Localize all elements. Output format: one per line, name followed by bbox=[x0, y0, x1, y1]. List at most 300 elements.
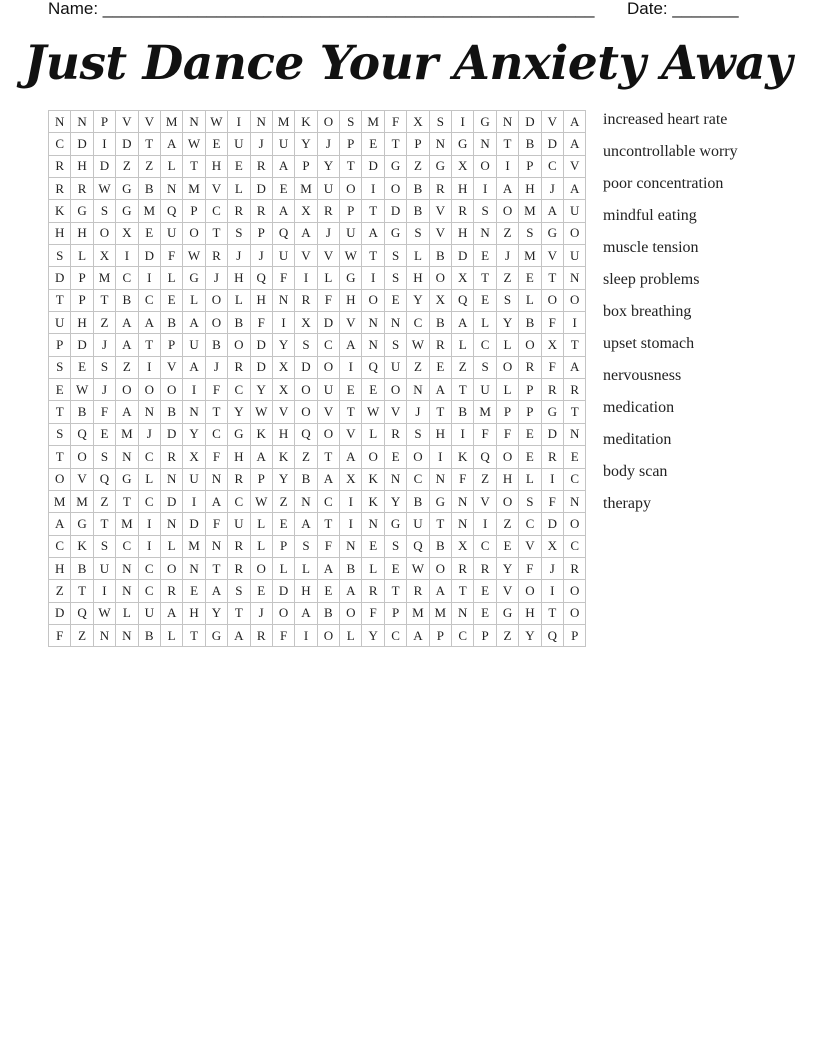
grid-cell: E bbox=[362, 379, 384, 401]
grid-cell: T bbox=[206, 401, 228, 423]
grid-cell: L bbox=[251, 536, 273, 558]
grid-cell: G bbox=[474, 111, 496, 133]
grid-cell: C bbox=[564, 536, 586, 558]
grid-cell: D bbox=[71, 334, 93, 356]
grid-cell: L bbox=[71, 245, 93, 267]
word-list-item: mindful eating bbox=[603, 207, 697, 224]
grid-cell: S bbox=[94, 446, 116, 468]
grid-cell: T bbox=[474, 267, 496, 289]
grid-cell: N bbox=[251, 111, 273, 133]
grid-cell: L bbox=[139, 469, 161, 491]
grid-cell: N bbox=[564, 267, 586, 289]
grid-cell: N bbox=[430, 133, 452, 155]
grid-cell: T bbox=[94, 513, 116, 535]
grid-cell: T bbox=[452, 580, 474, 602]
grid-cell: A bbox=[139, 312, 161, 334]
grid-cell: Q bbox=[407, 536, 429, 558]
grid-cell: J bbox=[318, 223, 340, 245]
grid-cell: D bbox=[251, 357, 273, 379]
grid-cell: J bbox=[94, 379, 116, 401]
grid-cell: A bbox=[564, 178, 586, 200]
grid-cell: M bbox=[519, 200, 541, 222]
grid-cell: A bbox=[564, 357, 586, 379]
grid-cell: U bbox=[340, 223, 362, 245]
grid-cell: F bbox=[206, 513, 228, 535]
grid-cell: G bbox=[228, 424, 250, 446]
grid-cell: L bbox=[183, 290, 205, 312]
grid-cell: T bbox=[206, 558, 228, 580]
grid-cell: V bbox=[497, 580, 519, 602]
grid-cell: I bbox=[228, 111, 250, 133]
grid-cell: F bbox=[318, 290, 340, 312]
grid-cell: D bbox=[362, 156, 384, 178]
grid-cell: V bbox=[430, 200, 452, 222]
grid-cell: C bbox=[228, 491, 250, 513]
grid-cell: M bbox=[183, 536, 205, 558]
grid-cell: V bbox=[318, 245, 340, 267]
grid-cell: N bbox=[385, 469, 407, 491]
grid-cell: W bbox=[362, 401, 384, 423]
grid-cell: T bbox=[116, 491, 138, 513]
grid-cell: J bbox=[251, 245, 273, 267]
grid-cell: D bbox=[161, 491, 183, 513]
grid-cell: U bbox=[273, 133, 295, 155]
grid-cell: V bbox=[340, 312, 362, 334]
grid-cell: E bbox=[94, 424, 116, 446]
grid-cell: X bbox=[295, 312, 317, 334]
grid-cell: G bbox=[206, 625, 228, 647]
grid-cell: L bbox=[273, 558, 295, 580]
grid-cell: H bbox=[497, 469, 519, 491]
grid-cell: R bbox=[407, 580, 429, 602]
grid-cell: J bbox=[407, 401, 429, 423]
grid-cell: H bbox=[340, 290, 362, 312]
grid-cell: K bbox=[452, 446, 474, 468]
grid-cell: T bbox=[564, 334, 586, 356]
grid-cell: E bbox=[139, 223, 161, 245]
grid-cell: R bbox=[430, 178, 452, 200]
grid-cell: H bbox=[251, 290, 273, 312]
grid-cell: V bbox=[161, 357, 183, 379]
grid-cell: Z bbox=[497, 267, 519, 289]
word-list-item: poor concentration bbox=[603, 175, 724, 192]
grid-cell: N bbox=[564, 491, 586, 513]
grid-cell: M bbox=[430, 603, 452, 625]
grid-cell: A bbox=[318, 558, 340, 580]
grid-cell: Z bbox=[407, 357, 429, 379]
grid-cell: Z bbox=[273, 491, 295, 513]
grid-cell: U bbox=[318, 379, 340, 401]
grid-cell: A bbox=[161, 603, 183, 625]
grid-cell: S bbox=[94, 200, 116, 222]
grid-cell: L bbox=[161, 625, 183, 647]
grid-cell: E bbox=[474, 580, 496, 602]
grid-cell: U bbox=[139, 603, 161, 625]
grid-cell: O bbox=[430, 558, 452, 580]
grid-cell: C bbox=[407, 312, 429, 334]
grid-cell: O bbox=[251, 558, 273, 580]
grid-cell: U bbox=[273, 245, 295, 267]
grid-cell: D bbox=[251, 334, 273, 356]
grid-cell: X bbox=[340, 469, 362, 491]
grid-cell: Z bbox=[116, 156, 138, 178]
word-list-item: sleep problems bbox=[603, 271, 700, 288]
grid-cell: E bbox=[564, 446, 586, 468]
grid-cell: N bbox=[474, 133, 496, 155]
grid-cell: I bbox=[362, 178, 384, 200]
grid-cell: C bbox=[407, 469, 429, 491]
grid-cell: B bbox=[161, 401, 183, 423]
grid-cell: R bbox=[251, 156, 273, 178]
grid-cell: S bbox=[474, 200, 496, 222]
grid-cell: C bbox=[519, 513, 541, 535]
grid-cell: X bbox=[273, 357, 295, 379]
grid-cell: J bbox=[206, 357, 228, 379]
grid-cell: B bbox=[340, 558, 362, 580]
grid-cell: Z bbox=[49, 580, 71, 602]
grid-cell: O bbox=[318, 625, 340, 647]
grid-cell: T bbox=[139, 334, 161, 356]
grid-cell: E bbox=[385, 446, 407, 468]
name-field-label: Name: ____________________________________________________ bbox=[48, 0, 595, 18]
grid-cell: H bbox=[71, 223, 93, 245]
grid-cell: R bbox=[228, 357, 250, 379]
grid-cell: E bbox=[161, 290, 183, 312]
grid-cell: C bbox=[139, 290, 161, 312]
grid-cell: S bbox=[49, 245, 71, 267]
grid-cell: C bbox=[49, 133, 71, 155]
grid-cell: I bbox=[94, 133, 116, 155]
grid-cell: Z bbox=[116, 357, 138, 379]
grid-cell: R bbox=[564, 379, 586, 401]
grid-cell: I bbox=[340, 357, 362, 379]
grid-cell: M bbox=[295, 178, 317, 200]
grid-cell: N bbox=[183, 401, 205, 423]
grid-cell: Y bbox=[497, 558, 519, 580]
grid-cell: V bbox=[564, 156, 586, 178]
grid-cell: F bbox=[49, 625, 71, 647]
grid-cell: I bbox=[116, 245, 138, 267]
grid-cell: C bbox=[318, 334, 340, 356]
grid-cell: E bbox=[183, 580, 205, 602]
grid-cell: U bbox=[564, 200, 586, 222]
grid-cell: E bbox=[362, 536, 384, 558]
grid-cell: C bbox=[49, 536, 71, 558]
grid-cell: E bbox=[497, 536, 519, 558]
grid-cell: Y bbox=[407, 290, 429, 312]
grid-cell: R bbox=[430, 334, 452, 356]
grid-cell: H bbox=[49, 558, 71, 580]
grid-cell: A bbox=[206, 491, 228, 513]
grid-cell: V bbox=[542, 111, 564, 133]
grid-cell: H bbox=[228, 446, 250, 468]
grid-cell: O bbox=[318, 111, 340, 133]
grid-cell: R bbox=[228, 558, 250, 580]
grid-cell: B bbox=[71, 558, 93, 580]
grid-cell: D bbox=[183, 513, 205, 535]
grid-cell: D bbox=[94, 156, 116, 178]
grid-cell: F bbox=[452, 469, 474, 491]
grid-cell: W bbox=[407, 558, 429, 580]
grid-cell: J bbox=[139, 424, 161, 446]
grid-cell: Q bbox=[71, 603, 93, 625]
grid-cell: N bbox=[116, 625, 138, 647]
word-list-item: uncontrollable worry bbox=[603, 143, 738, 160]
grid-cell: R bbox=[161, 580, 183, 602]
grid-cell: M bbox=[139, 200, 161, 222]
grid-cell: F bbox=[251, 312, 273, 334]
grid-cell: W bbox=[340, 245, 362, 267]
grid-cell: N bbox=[452, 513, 474, 535]
grid-cell: W bbox=[94, 603, 116, 625]
grid-cell: R bbox=[542, 446, 564, 468]
grid-cell: C bbox=[139, 558, 161, 580]
grid-cell: M bbox=[116, 513, 138, 535]
grid-cell: I bbox=[430, 446, 452, 468]
grid-cell: Q bbox=[474, 446, 496, 468]
grid-cell: Q bbox=[542, 625, 564, 647]
grid-cell: N bbox=[452, 491, 474, 513]
grid-cell: F bbox=[385, 111, 407, 133]
grid-cell: Q bbox=[71, 424, 93, 446]
grid-cell: Y bbox=[295, 133, 317, 155]
grid-cell: A bbox=[295, 603, 317, 625]
grid-cell: X bbox=[542, 536, 564, 558]
grid-cell: F bbox=[161, 245, 183, 267]
grid-cell: X bbox=[407, 111, 429, 133]
grid-cell: F bbox=[318, 536, 340, 558]
grid-cell: P bbox=[385, 603, 407, 625]
grid-cell: T bbox=[318, 446, 340, 468]
grid-cell: A bbox=[340, 580, 362, 602]
grid-cell: N bbox=[116, 558, 138, 580]
grid-cell: O bbox=[295, 379, 317, 401]
grid-cell: I bbox=[497, 156, 519, 178]
grid-cell: E bbox=[474, 603, 496, 625]
grid-cell: C bbox=[206, 424, 228, 446]
grid-cell: O bbox=[564, 603, 586, 625]
grid-cell: A bbox=[542, 200, 564, 222]
grid-cell: O bbox=[519, 334, 541, 356]
grid-cell: V bbox=[474, 491, 496, 513]
word-list-item: nervousness bbox=[603, 367, 682, 384]
grid-cell: G bbox=[183, 267, 205, 289]
grid-cell: Y bbox=[318, 156, 340, 178]
grid-cell: Z bbox=[71, 625, 93, 647]
grid-cell: K bbox=[362, 469, 384, 491]
grid-cell: A bbox=[295, 513, 317, 535]
grid-cell: R bbox=[228, 536, 250, 558]
grid-cell: K bbox=[251, 424, 273, 446]
grid-cell: N bbox=[161, 513, 183, 535]
grid-cell: D bbox=[519, 111, 541, 133]
grid-cell: G bbox=[71, 513, 93, 535]
grid-cell: S bbox=[385, 334, 407, 356]
grid-cell: N bbox=[161, 178, 183, 200]
grid-cell: C bbox=[116, 267, 138, 289]
grid-cell: T bbox=[430, 513, 452, 535]
grid-cell: X bbox=[183, 446, 205, 468]
grid-cell: V bbox=[71, 469, 93, 491]
grid-cell: V bbox=[139, 111, 161, 133]
grid-cell: H bbox=[206, 156, 228, 178]
grid-cell: G bbox=[116, 178, 138, 200]
grid-cell: P bbox=[407, 133, 429, 155]
grid-cell: Y bbox=[273, 334, 295, 356]
grid-cell: R bbox=[452, 200, 474, 222]
grid-cell: O bbox=[564, 223, 586, 245]
grid-cell: B bbox=[519, 133, 541, 155]
grid-cell: E bbox=[385, 290, 407, 312]
grid-cell: P bbox=[519, 401, 541, 423]
grid-cell: R bbox=[385, 424, 407, 446]
grid-cell: Z bbox=[94, 491, 116, 513]
grid-cell: D bbox=[273, 580, 295, 602]
grid-cell: Y bbox=[206, 603, 228, 625]
grid-cell: D bbox=[542, 513, 564, 535]
grid-cell: V bbox=[318, 401, 340, 423]
grid-cell: I bbox=[564, 312, 586, 334]
grid-cell: N bbox=[385, 312, 407, 334]
grid-cell: E bbox=[340, 379, 362, 401]
grid-cell: X bbox=[452, 267, 474, 289]
grid-cell: D bbox=[116, 133, 138, 155]
grid-cell: D bbox=[139, 245, 161, 267]
grid-cell: X bbox=[295, 200, 317, 222]
grid-cell: H bbox=[519, 603, 541, 625]
word-list-item: medication bbox=[603, 399, 675, 416]
grid-cell: R bbox=[206, 245, 228, 267]
grid-cell: A bbox=[430, 379, 452, 401]
grid-cell: T bbox=[542, 267, 564, 289]
grid-cell: Z bbox=[497, 513, 519, 535]
grid-cell: O bbox=[318, 424, 340, 446]
grid-cell: J bbox=[251, 133, 273, 155]
grid-cell: O bbox=[273, 603, 295, 625]
grid-cell: N bbox=[71, 111, 93, 133]
grid-cell: S bbox=[228, 223, 250, 245]
grid-cell: T bbox=[362, 200, 384, 222]
grid-cell: T bbox=[385, 580, 407, 602]
grid-cell: K bbox=[273, 446, 295, 468]
grid-cell: O bbox=[497, 446, 519, 468]
grid-cell: L bbox=[161, 156, 183, 178]
grid-cell: D bbox=[295, 357, 317, 379]
grid-cell: O bbox=[161, 558, 183, 580]
grid-cell: F bbox=[542, 491, 564, 513]
grid-cell: A bbox=[564, 111, 586, 133]
grid-cell: O bbox=[362, 446, 384, 468]
grid-cell: G bbox=[385, 513, 407, 535]
grid-cell: A bbox=[273, 156, 295, 178]
grid-cell: Z bbox=[452, 357, 474, 379]
grid-cell: Q bbox=[273, 223, 295, 245]
grid-cell: D bbox=[385, 200, 407, 222]
grid-cell: P bbox=[474, 625, 496, 647]
grid-cell: H bbox=[452, 223, 474, 245]
grid-cell: O bbox=[318, 357, 340, 379]
grid-cell: V bbox=[273, 401, 295, 423]
grid-cell: W bbox=[206, 111, 228, 133]
grid-cell: E bbox=[49, 379, 71, 401]
grid-cell: I bbox=[94, 580, 116, 602]
grid-cell: O bbox=[206, 290, 228, 312]
grid-cell: N bbox=[206, 469, 228, 491]
grid-cell: R bbox=[49, 156, 71, 178]
grid-cell: J bbox=[497, 245, 519, 267]
grid-cell: P bbox=[94, 111, 116, 133]
grid-cell: A bbox=[116, 312, 138, 334]
grid-cell: I bbox=[542, 580, 564, 602]
grid-cell: N bbox=[183, 111, 205, 133]
grid-cell: P bbox=[71, 290, 93, 312]
grid-cell: A bbox=[183, 357, 205, 379]
grid-cell: I bbox=[452, 424, 474, 446]
grid-cell: H bbox=[71, 312, 93, 334]
grid-cell: U bbox=[183, 469, 205, 491]
grid-cell: U bbox=[94, 558, 116, 580]
grid-cell: F bbox=[519, 558, 541, 580]
date-field-label: Date: _______ bbox=[627, 0, 739, 18]
grid-cell: L bbox=[228, 178, 250, 200]
grid-cell: O bbox=[161, 379, 183, 401]
grid-cell: E bbox=[519, 267, 541, 289]
grid-cell: X bbox=[94, 245, 116, 267]
grid-cell: L bbox=[340, 625, 362, 647]
grid-cell: U bbox=[49, 312, 71, 334]
grid-cell: R bbox=[362, 580, 384, 602]
grid-cell: K bbox=[362, 491, 384, 513]
grid-cell: A bbox=[251, 446, 273, 468]
grid-cell: O bbox=[497, 357, 519, 379]
word-list-item: therapy bbox=[603, 495, 651, 512]
grid-cell: C bbox=[564, 469, 586, 491]
grid-cell: T bbox=[94, 290, 116, 312]
grid-cell: S bbox=[49, 424, 71, 446]
grid-cell: I bbox=[273, 312, 295, 334]
page-title: Just Dance Your Anxiety Away bbox=[24, 36, 792, 91]
grid-cell: O bbox=[340, 178, 362, 200]
grid-cell: T bbox=[385, 133, 407, 155]
grid-cell: I bbox=[183, 491, 205, 513]
grid-cell: B bbox=[430, 245, 452, 267]
grid-cell: N bbox=[340, 536, 362, 558]
grid-cell: S bbox=[295, 536, 317, 558]
grid-cell: T bbox=[318, 513, 340, 535]
grid-cell: S bbox=[94, 536, 116, 558]
grid-cell: E bbox=[362, 133, 384, 155]
grid-cell: O bbox=[228, 334, 250, 356]
grid-cell: B bbox=[71, 401, 93, 423]
grid-cell: V bbox=[430, 223, 452, 245]
grid-cell: P bbox=[340, 200, 362, 222]
grid-cell: G bbox=[340, 267, 362, 289]
grid-cell: H bbox=[49, 223, 71, 245]
grid-cell: A bbox=[295, 223, 317, 245]
grid-cell: G bbox=[385, 156, 407, 178]
grid-cell: G bbox=[385, 223, 407, 245]
grid-cell: P bbox=[273, 536, 295, 558]
grid-cell: E bbox=[430, 357, 452, 379]
grid-cell: L bbox=[452, 334, 474, 356]
grid-cell: V bbox=[116, 111, 138, 133]
grid-cell: Y bbox=[228, 401, 250, 423]
grid-cell: K bbox=[49, 200, 71, 222]
grid-cell: M bbox=[183, 178, 205, 200]
grid-cell: S bbox=[385, 245, 407, 267]
grid-cell: T bbox=[452, 379, 474, 401]
grid-cell: P bbox=[251, 469, 273, 491]
